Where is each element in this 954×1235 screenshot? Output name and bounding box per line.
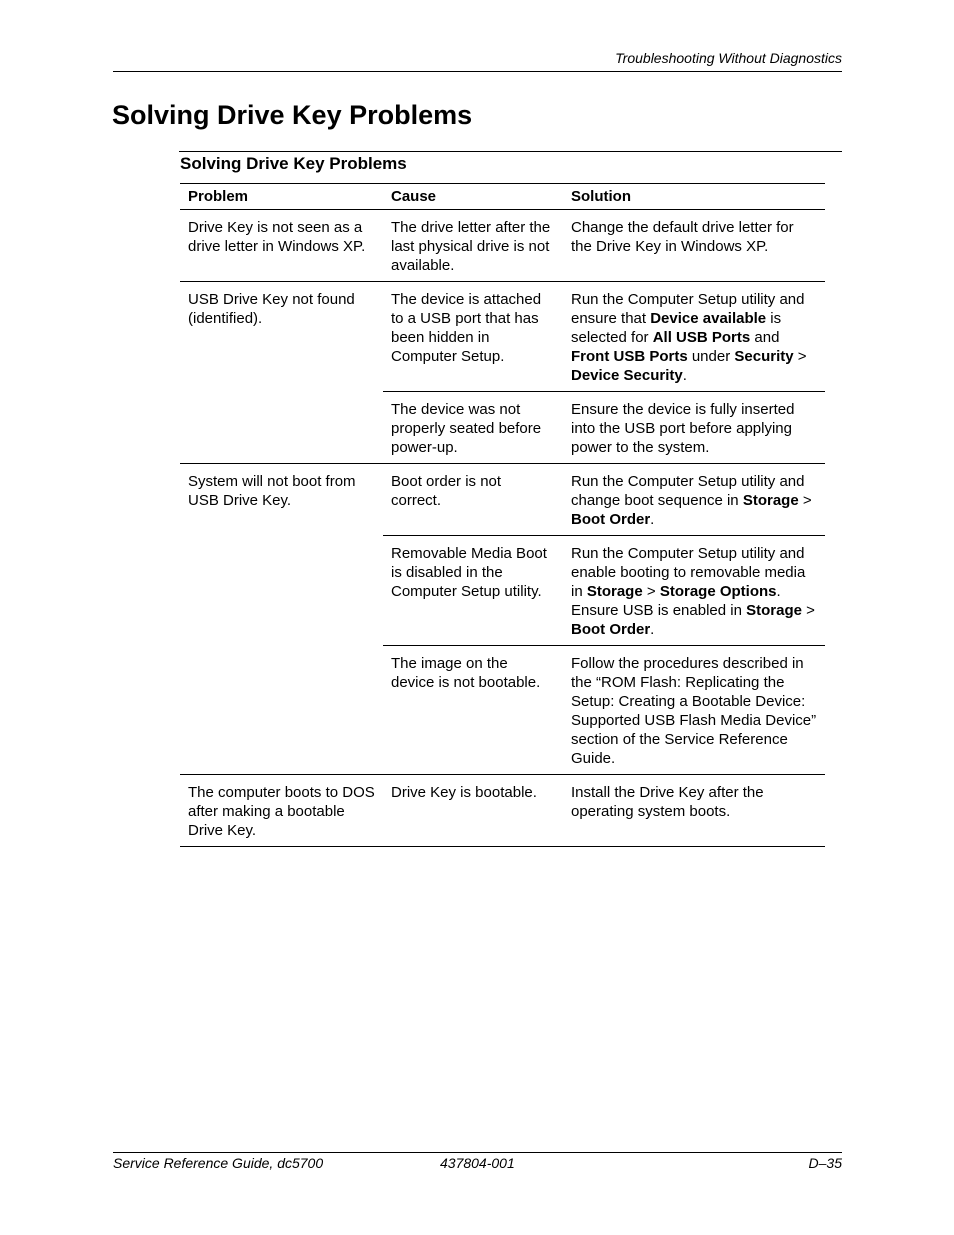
problem-cell: Drive Key is not seen as a drive letter in Windows XP. [188, 219, 366, 255]
cause-cell: Removable Media Boot is disabled in the Computer Setup utility. [383, 536, 563, 646]
solution-bold-term: Storage Options [659, 583, 777, 600]
table-title: Solving Drive Key Problems [180, 154, 407, 173]
solution-text: > [642, 583, 660, 600]
cause-cell: The device was not properly seated before power-up. [383, 392, 563, 464]
solution-cell [563, 464, 825, 536]
solution-bold-term: Storage [742, 492, 799, 509]
footer-guide-title: Service Reference Guide, dc5700 [113, 1155, 324, 1171]
solution-bold-term: Storage [586, 583, 643, 600]
cause-cell: The image on the device is not bootable. [383, 646, 563, 775]
problem-cell: The computer boots to DOS after making a bootable Drive Key. [180, 775, 383, 847]
solution-text: is selected for [571, 310, 782, 346]
solution-text: > [798, 492, 812, 509]
solution-text: under [687, 348, 735, 365]
solution-cell [563, 536, 825, 646]
solution-text: . [682, 367, 687, 384]
cause-cell: Drive Key is bootable. [383, 775, 563, 847]
header-rule [113, 71, 842, 72]
solution-bold-term: All USB Ports [652, 329, 751, 346]
solution-cell [563, 210, 825, 282]
table-row [180, 210, 825, 282]
solution-bold-term: Device Security [571, 367, 683, 384]
solution-text: Run the Computer Setup utility and change boot sequence in [571, 473, 805, 509]
cause-cell: The device is attached to a USB port that has been hidden in Computer Setup. [383, 282, 563, 392]
solution-text: Run the Computer Setup utility and enable booting to removable media in [571, 545, 806, 600]
table-row [180, 464, 825, 536]
column-header-problem: Problem [180, 184, 383, 210]
table-title-rule [179, 151, 842, 152]
column-header-cause: Cause [383, 184, 563, 210]
running-header: Troubleshooting Without Diagnostics [615, 50, 842, 66]
column-header-solution: Solution [563, 184, 825, 210]
solution-cell [563, 392, 825, 464]
footer-rule [113, 1152, 842, 1153]
solution-cell [563, 282, 825, 392]
solution-text: > [801, 602, 815, 619]
page-title: Solving Drive Key Problems [112, 100, 473, 130]
footer-part-number: 437804-001 [440, 1155, 515, 1171]
table-row [180, 282, 825, 392]
solution-text: Run the Computer Setup utility and ensure that [571, 291, 805, 327]
solution-text: and [750, 329, 780, 346]
solution-bold-term: Security [734, 348, 794, 365]
solution-text: . Ensure USB is enabled in [571, 583, 781, 619]
solution-text: Install the Drive Key after the operating system boots. [571, 784, 764, 820]
solution-cell [563, 775, 825, 847]
solution-bold-term: Device available [650, 310, 767, 327]
problem-cell: System will not boot from USB Drive Key. [180, 464, 383, 775]
table-body [180, 210, 825, 847]
solution-cell [563, 646, 825, 775]
solution-text: Follow the procedures described in the “ROM Flash: Replicating the Setup: Creating a Bootable Device: Supported USB Flash Media Device” section of the Service Reference Guide. [571, 655, 817, 767]
solution-bold-term: Boot Order [571, 621, 651, 638]
solution-text: . [650, 511, 655, 528]
cause-cell: Boot order is not correct. [383, 464, 563, 536]
cause-cell: The drive letter after the last physical drive is not available. [391, 219, 551, 274]
troubleshooting-table [180, 183, 825, 847]
table-row [180, 775, 825, 847]
solution-bold-term: Storage [746, 602, 802, 619]
solution-text: > [793, 348, 807, 365]
solution-text: Change the default drive letter for the Drive Key in Windows XP. [571, 219, 794, 255]
solution-text: . [650, 621, 655, 638]
problem-cell: USB Drive Key not found (identified). [180, 282, 383, 464]
solution-bold-term: Front USB Ports [571, 348, 688, 365]
solution-bold-term: Boot Order [571, 511, 651, 528]
table-header-row [180, 184, 825, 210]
solution-text: Ensure the device is fully inserted into the USB port before applying power to the system. [571, 401, 795, 456]
footer-page-number: D–35 [808, 1155, 842, 1171]
